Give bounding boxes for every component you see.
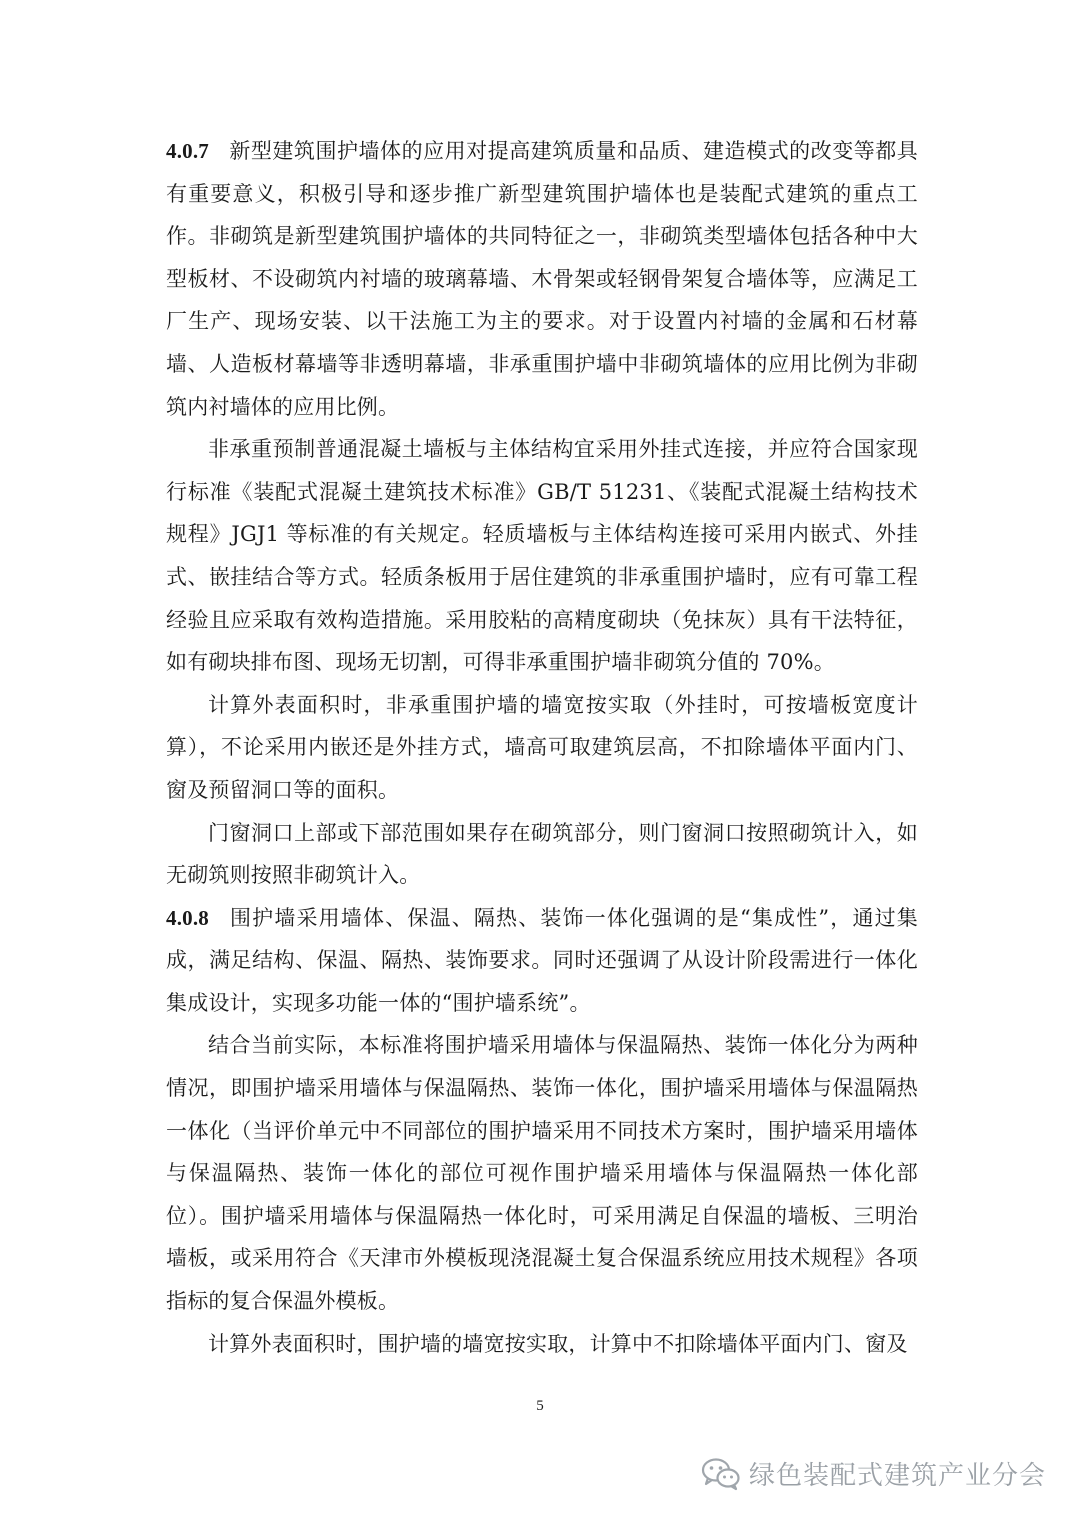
paragraph-text: 围护墙采用墙体、保温、隔热、装饰一体化强调的是“集成性”，通过集成，满足结构、保温、隔热、装饰要求。同时还强调了从设计阶段需进行一体化集成设计，实现多功能一体的“围护墙系统”。 bbox=[166, 905, 918, 1015]
paragraph-4-0-7 bbox=[166, 130, 918, 428]
paragraph: 非承重预制普通混凝土墙板与主体结构宜采用外挂式连接，并应符合国家现行标准《装配式混凝土建筑技术标准》GB/T 51231、《装配式混凝土结构技术规程》JGJ1 等标准的有关规定。轻质墙板与主体结构连接可采用内嵌式、外挂式、嵌挂结合等方式。轻质条板用于居住建筑的非承重围护墙时，应有可靠工程经验且应采取有效构造措施。采用胶粘的高精度砌块（免抹灰）具有干法特征，如有砌块排布图、现场无切割，可得非承重围护墙非砌筑分值的 70%。 bbox=[166, 437, 918, 675]
paragraph-text: 新型建筑围护墙体的应用对提高建筑质量和品质、建造模式的改变等都具有重要意义，积极引导和逐步推广新型建筑围护墙体也是装配式建筑的重点工作。非砌筑是新型建筑围护墙体的共同特征之一，非砌筑类型墙体包括各种中大型板材、不设砌筑内衬墙的玻璃幕墙、木骨架或轻钢骨架复合墙体等，应满足工厂生产、现场安装、以干法施工为主的要求。对于设置内衬墙的金属和石材幕墙、人造板材幕墙等非透明幕墙，非承重围护墙中非砌筑墙体的应用比例为非砌筑内衬墙体的应用比例。 bbox=[166, 139, 918, 419]
watermark bbox=[701, 1455, 1046, 1492]
page-number: 5 bbox=[536, 1398, 544, 1414]
watermark-text: 绿色装配式建筑产业分会 bbox=[748, 1461, 1046, 1491]
clause-number: 4.0.8 bbox=[166, 905, 209, 930]
paragraph: 计算外表面积时，围护墙的墙宽按实取，计算中不扣除墙体平面内门、窗及 bbox=[208, 1331, 908, 1356]
paragraph: 计算外表面积时，非承重围护墙的墙宽按实取（外挂时，可按墙板宽度计算），不论采用内嵌还是外挂方式，墙高可取建筑层高，不扣除墙体平面内门、窗及预留洞口等的面积。 bbox=[166, 692, 918, 802]
paragraph: 门窗洞口上部或下部范围如果存在砌筑部分，则门窗洞口按照砌筑计入，如无砌筑则按照非砌筑计入。 bbox=[166, 820, 918, 888]
clause-number: 4.0.7 bbox=[166, 139, 209, 163]
wechat-icon bbox=[701, 1457, 741, 1491]
paragraph: 结合当前实际，本标准将围护墙采用墙体与保温隔热、装饰一体化分为两种情况，即围护墙采用墙体与保温隔热、装饰一体化，围护墙采用墙体与保温隔热一体化（当评价单元中不同部位的围护墙采用不同技术方案时，围护墙采用墙体与保温隔热、装饰一体化的部位可视作围护墙采用墙体与保温隔热一体化部位）。围护墙采用墙体与保温隔热一体化时，可采用满足自保温的墙板、三明治墙板，或采用符合《天津市外模板现浇混凝土复合保温系统应用技术规程》各项指标的复合保温外模板。 bbox=[166, 1033, 918, 1314]
body-text bbox=[166, 130, 918, 1365]
paragraph-4-0-8 bbox=[166, 897, 918, 1025]
